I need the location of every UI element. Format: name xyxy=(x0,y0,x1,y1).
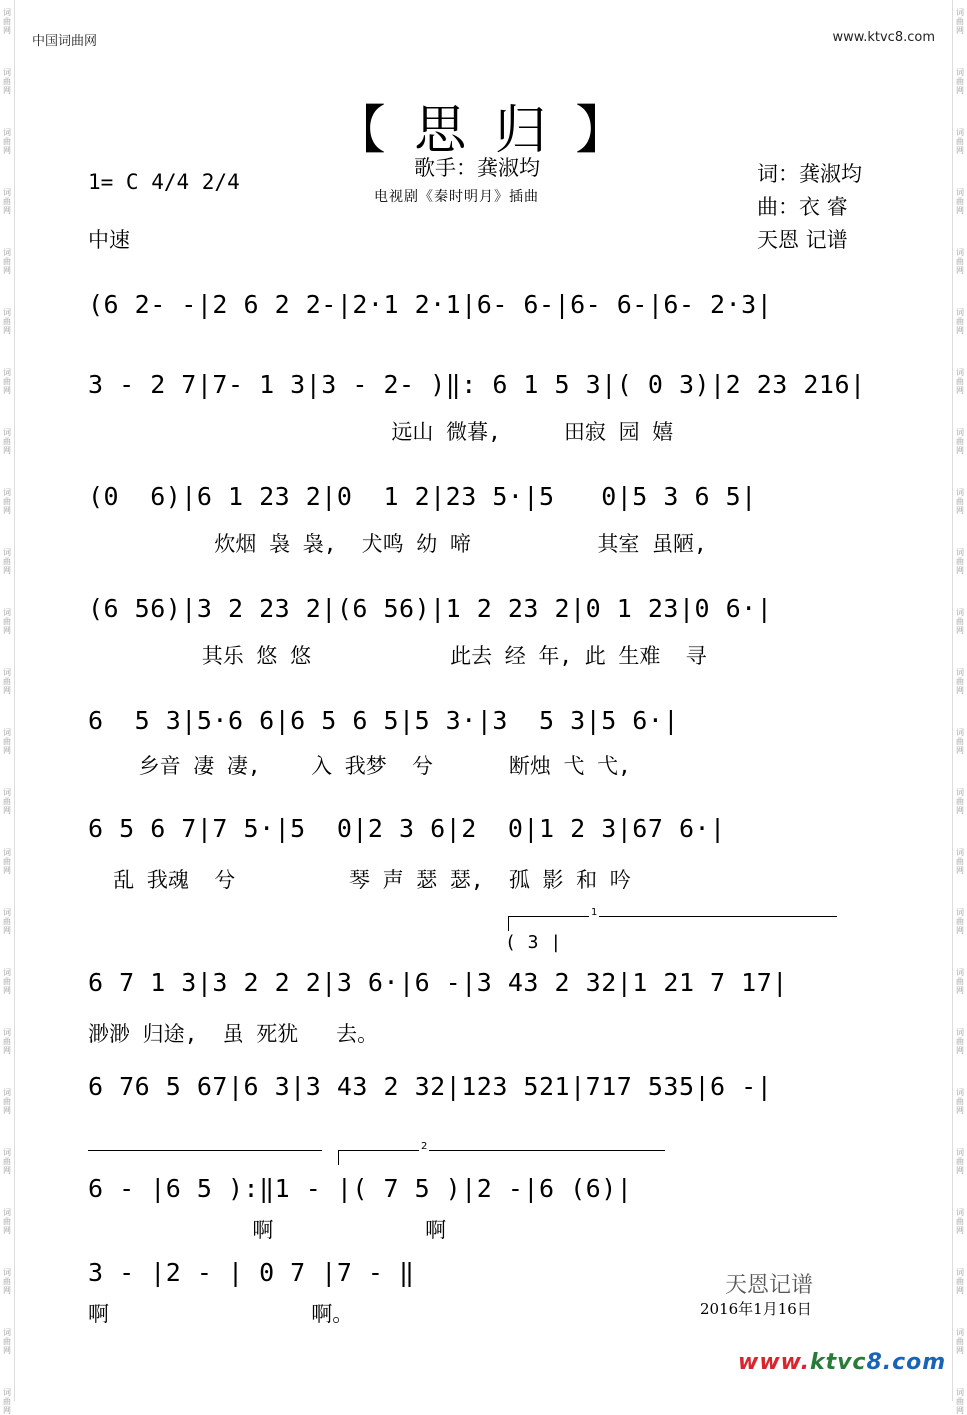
side-watermark-mark: 词曲网 xyxy=(3,908,11,935)
volta-bracket-2: 2 xyxy=(338,1150,665,1165)
transcriber-signature: 天恩记谱 xyxy=(725,1273,814,1298)
side-watermark-mark: 词曲网 xyxy=(3,848,11,875)
side-watermark-mark: 词曲网 xyxy=(956,68,964,95)
score-row-3-notes: (0 6)|6 1 23 2|0 1 2|23 5·|5 0|5 3 6 5| xyxy=(88,482,757,511)
score-row-1-notes: (6 2- -|2 6 2 2-|2·1 2·1|6- 6-|6- 6-|6- 2·3| xyxy=(88,290,773,319)
side-watermark-mark: 词曲网 xyxy=(3,1328,11,1355)
side-watermark-mark: 词曲网 xyxy=(956,1088,964,1115)
side-watermark-mark: 词曲网 xyxy=(3,1268,11,1295)
score-row-4-lyrics: 其乐 悠 悠 此去 经 年, 此 生难 寻 xyxy=(88,644,707,668)
side-watermark-mark: 词曲网 xyxy=(3,308,11,335)
side-watermark-mark: 词曲网 xyxy=(3,548,11,575)
side-watermark-mark: 词曲网 xyxy=(956,1208,964,1235)
score-row-2-notes: 3 - 2 7|7- 1 3|3 - 2- )‖: 6 1 5 3|( 0 3)|2 23 216| xyxy=(88,370,866,399)
side-watermark-mark: 词曲网 xyxy=(3,488,11,515)
side-watermark-mark: 词曲网 xyxy=(956,1328,964,1355)
side-watermark-mark: 词曲网 xyxy=(956,908,964,935)
side-watermark-mark: 词曲网 xyxy=(3,668,11,695)
side-watermark-mark: 词曲网 xyxy=(3,368,11,395)
lyricist: 词：龚淑均 xyxy=(757,162,862,186)
volta-pickup: ( 3 | xyxy=(505,932,562,953)
composer: 曲：衣 睿 xyxy=(757,195,848,219)
side-watermark-mark: 词曲网 xyxy=(956,728,964,755)
transcriber: 天恩 记谱 xyxy=(757,228,848,252)
side-watermark-mark: 词曲网 xyxy=(3,1028,11,1055)
score-row-5-lyrics: 乡音 凄 凄, 入 我梦 兮 断烛 弋 弋, xyxy=(88,754,631,778)
score-row-6-notes: 6 5 6 7|7 5·|5 0|2 3 6|2 0|1 2 3|67 6·| xyxy=(88,814,726,843)
side-watermark-mark: 词曲网 xyxy=(956,248,964,275)
side-watermark-mark: 词曲网 xyxy=(956,488,964,515)
side-watermark-mark: 词曲网 xyxy=(956,1028,964,1055)
score-row-9-notes: 6 - |6 5 ):‖1 - |( 7 5 )|2 -|6 (6)| xyxy=(88,1174,633,1203)
score-row-7-lyrics: 渺渺 归途, 虽 死犹 去。 xyxy=(88,1022,379,1046)
side-watermark-mark: 词曲网 xyxy=(3,1208,11,1235)
side-watermark-mark: 词曲网 xyxy=(956,128,964,155)
side-watermark-mark: 词曲网 xyxy=(3,428,11,455)
score-row-3-lyrics: 炊烟 袅 袅, 犬鸣 幼 啼 其室 虽陋, xyxy=(88,532,707,556)
side-watermark-mark: 词曲网 xyxy=(3,1148,11,1175)
side-watermark-mark: 词曲网 xyxy=(956,608,964,635)
side-watermark-mark: 词曲网 xyxy=(956,1268,964,1295)
left-border-strip xyxy=(0,0,15,1415)
score-row-7-notes: 6 7 1 3|3 2 2 2|3 6·|6 -|3 43 2 32|1 21 7 17| xyxy=(88,968,788,997)
song-title: 【 思 归 】 xyxy=(333,101,634,161)
site-name: 中国词曲网 xyxy=(32,34,98,49)
volta-bracket-1: 1 xyxy=(508,916,837,931)
side-watermark-mark: 词曲网 xyxy=(3,968,11,995)
transcription-date: 2016年1月16日 xyxy=(700,1300,812,1318)
side-watermark-mark: 词曲网 xyxy=(3,1088,11,1115)
singer-label: 歌手：龚淑均 xyxy=(414,156,540,180)
key-signature: 1= C 4/4 2/4 xyxy=(88,170,240,194)
score-row-10-notes: 3 - |2 - | 0 7 |7 - ‖ xyxy=(88,1258,415,1287)
side-watermark-mark: 词曲网 xyxy=(956,788,964,815)
side-watermark-mark: 词曲网 xyxy=(3,8,11,35)
side-watermark-mark: 词曲网 xyxy=(956,308,964,335)
score-row-4-notes: (6 56)|3 2 23 2|(6 56)|1 2 23 2|0 1 23|0 6·| xyxy=(88,594,773,623)
score-row-2-lyrics: 远山 微暮, 田寂 园 嬉 xyxy=(88,420,674,444)
side-watermark-mark: 词曲网 xyxy=(956,368,964,395)
side-watermark-mark: 词曲网 xyxy=(3,1388,11,1415)
side-watermark-mark: 词曲网 xyxy=(3,608,11,635)
side-watermark-mark: 词曲网 xyxy=(956,548,964,575)
side-watermark-mark: 词曲网 xyxy=(3,68,11,95)
tempo: 中速 xyxy=(88,228,130,252)
score-row-9-lyrics: 啊 啊 xyxy=(88,1218,447,1242)
side-watermark-mark: 词曲网 xyxy=(956,8,964,35)
volta-1-continuation xyxy=(88,1150,322,1165)
side-watermark-mark: 词曲网 xyxy=(956,1148,964,1175)
right-border-strip xyxy=(952,0,967,1415)
score-row-5-notes: 6 5 3|5·6 6|6 5 6 5|5 3·|3 5 3|5 6·| xyxy=(88,706,679,735)
score-row-6-lyrics: 乱 我魂 兮 琴 声 瑟 瑟, 孤 影 和 吟 xyxy=(88,868,631,892)
side-watermark-mark: 词曲网 xyxy=(3,248,11,275)
side-watermark-mark: 词曲网 xyxy=(956,968,964,995)
score-row-10-lyrics: 啊 啊。 xyxy=(88,1302,354,1326)
side-watermark-mark: 词曲网 xyxy=(3,188,11,215)
side-watermark-mark: 词曲网 xyxy=(3,728,11,755)
side-watermark-mark: 词曲网 xyxy=(3,788,11,815)
side-watermark-mark: 词曲网 xyxy=(956,188,964,215)
side-watermark-mark: 词曲网 xyxy=(956,668,964,695)
site-url[interactable]: www.ktvc8.com xyxy=(832,30,935,45)
side-watermark-mark: 词曲网 xyxy=(956,848,964,875)
ktvc8-watermark-logo[interactable]: www.ktvc8.com xyxy=(738,1350,947,1375)
subtitle: 电视剧《秦时明月》插曲 xyxy=(374,189,539,205)
side-watermark-mark: 词曲网 xyxy=(956,428,964,455)
score-row-8-notes: 6 76 5 67|6 3|3 43 2 32|123 521|717 535|6 -| xyxy=(88,1072,773,1101)
side-watermark-mark: 词曲网 xyxy=(956,1388,964,1415)
side-watermark-mark: 词曲网 xyxy=(3,128,11,155)
